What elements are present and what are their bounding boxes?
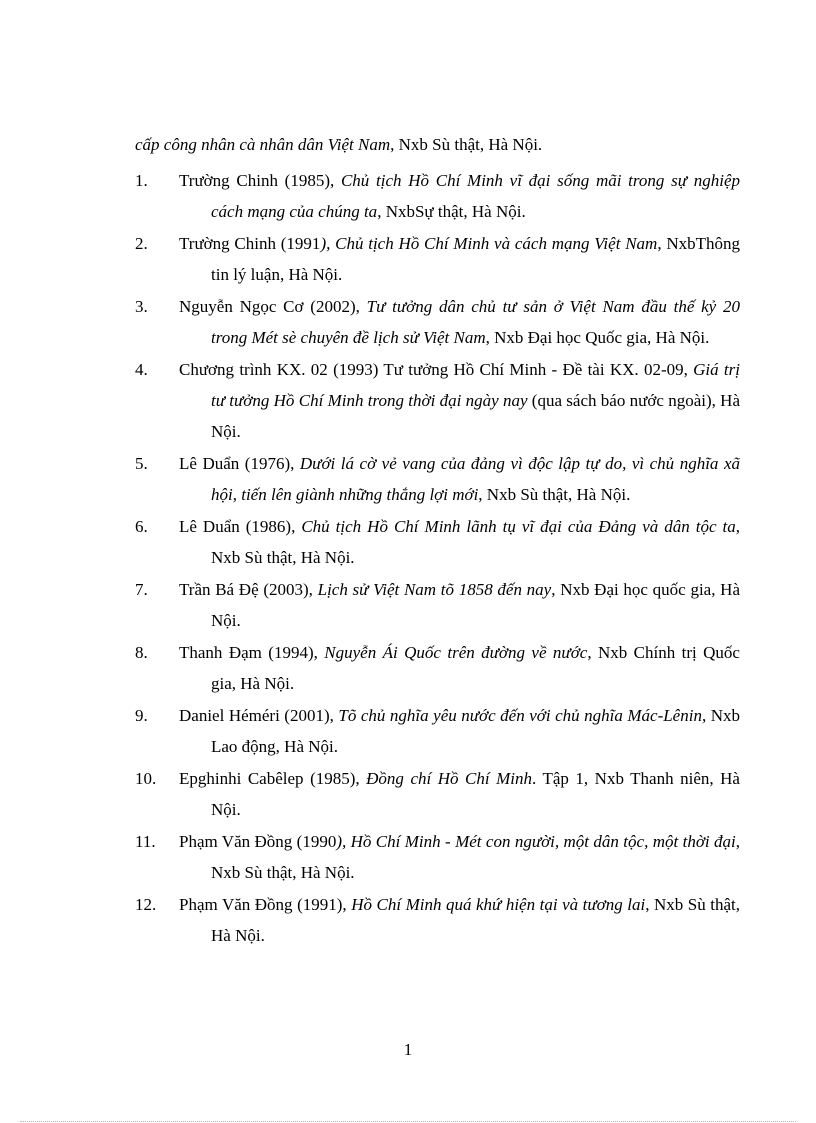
reference-publisher: . Tập 1, Nxb Thanh niên, Hà Nội.	[211, 769, 740, 819]
reference-list	[135, 165, 740, 952]
reference-publisher: , Nxb Sù thật, Hà Nội.	[211, 832, 740, 882]
reference-number: 4.	[135, 360, 148, 379]
reference-publisher: , NxbSự thật, Hà Nội.	[377, 202, 526, 221]
reference-title: Tõ chủ nghĩa yêu nước đến với chủ nghĩa Mác-Lênin	[338, 706, 702, 725]
reference-title: ), Hồ Chí Minh - Mét con người, một dân tộc, một thời đại	[336, 832, 736, 851]
reference-entry-7	[135, 574, 740, 636]
reference-title: ), Chủ tịch Hồ Chí Minh và cách mạng Việt Nam	[320, 234, 658, 253]
reference-publisher: , Nxb Lao động, Hà Nội.	[211, 706, 741, 756]
reference-number: 12.	[135, 895, 157, 914]
reference-number: 5.	[135, 454, 148, 473]
reference-author: Lê Duẩn (1986),	[179, 517, 302, 536]
reference-title: Giá trị tư tưởng Hồ Chí Minh trong thời đại ngày nay	[211, 360, 740, 410]
reference-entry-10	[135, 763, 740, 825]
reference-author: Trường Chinh (1985),	[179, 171, 341, 190]
reference-title: Chủ tịch Hồ Chí Minh vĩ đại sống mãi trong sự nghiệp cách mạng của chúng ta	[211, 171, 740, 221]
reference-author: Nguyễn Ngọc Cơ (2002),	[179, 297, 367, 316]
reference-publisher: (qua sách báo nước ngoài), Hà Nội.	[211, 391, 740, 441]
reference-number: 10.	[135, 769, 157, 788]
reference-entry-5	[135, 448, 740, 510]
page-bottom-divider	[20, 1121, 796, 1122]
reference-entry-2	[135, 228, 740, 290]
reference-publisher: , Nxb Sù thật, Hà Nội.	[478, 485, 631, 504]
reference-title: cấp công nhân cà nhân dân Việt Nam	[135, 135, 391, 154]
reference-entry-11	[135, 826, 740, 888]
reference-number: 7.	[135, 580, 148, 599]
reference-title: Tư tưởng dân chủ tư sản ở Việt Nam đầu thế kỷ 20 trong Mét sè chuyên đề lịch sử Việt Nam	[211, 297, 740, 347]
reference-title: Đồng chí Hồ Chí Minh	[366, 769, 532, 788]
reference-entry-12	[135, 889, 740, 951]
reference-entry-8	[135, 637, 740, 699]
reference-author: Phạm Văn Đồng (1991),	[179, 895, 352, 914]
reference-publisher: , Nxb Sù thật, Hà Nội.	[390, 135, 543, 154]
page-number: 1	[403, 1040, 413, 1059]
reference-author: Epghinhi Cabêlep (1985),	[179, 769, 367, 788]
reference-publisher: , Nxb Chính trị Quốc gia, Hà Nội.	[211, 643, 740, 693]
reference-number: 9.	[135, 706, 148, 725]
reference-author: Trường Chinh (1991	[179, 234, 321, 253]
reference-entry-3	[135, 291, 740, 353]
reference-author: Trần Bá Đệ (2003),	[179, 580, 318, 599]
reference-number: 11.	[135, 832, 156, 851]
reference-title: Chủ tịch Hồ Chí Minh lãnh tụ vĩ đại của Đảng và dân tộc ta	[301, 517, 736, 536]
reference-number: 6.	[135, 517, 148, 536]
reference-number: 8.	[135, 643, 148, 662]
reference-title: Dưới lá cờ vẻ vang của đảng vì độc lập tự do, vì chủ nghĩa xã hội, tiến lên giành những thắng lợi mới	[211, 454, 741, 504]
reference-publisher: , Nxb Đại học quốc gia, Hà Nội.	[211, 580, 740, 630]
reference-entry-6	[135, 511, 740, 573]
reference-author: Phạm Văn Đồng (1990	[179, 832, 337, 851]
reference-number: 1.	[135, 171, 148, 190]
reference-continuation	[135, 134, 740, 156]
reference-title: Hồ Chí Minh quá khứ hiện tại và tương lai	[351, 895, 646, 914]
reference-author: Daniel Héméri (2001),	[179, 706, 339, 725]
reference-title: Nguyễn Ái Quốc trên đường về nước	[324, 643, 588, 662]
reference-entry-4	[135, 354, 740, 447]
reference-publisher: , Nxb Sù thật, Hà Nội.	[211, 895, 740, 945]
reference-number: 3.	[135, 297, 148, 316]
reference-publisher: , Nxb Sù thật, Hà Nội.	[211, 517, 740, 567]
reference-author: Lê Duẩn (1976),	[179, 454, 300, 473]
reference-entry-9	[135, 700, 740, 762]
reference-number: 2.	[135, 234, 148, 253]
reference-title: Lịch sử Việt Nam tõ 1858 đến nay	[317, 580, 552, 599]
reference-publisher: , Nxb Đại học Quốc gia, Hà Nội.	[485, 328, 710, 347]
reference-entry-1	[135, 165, 740, 227]
reference-publisher: , NxbThông tin lý luận, Hà Nội.	[211, 234, 741, 284]
reference-author: Thanh Đạm (1994),	[179, 643, 325, 662]
reference-author: Chương trình KX. 02 (1993) Tư tưởng Hồ Chí Minh - Đề tài KX. 02-09,	[179, 360, 694, 379]
